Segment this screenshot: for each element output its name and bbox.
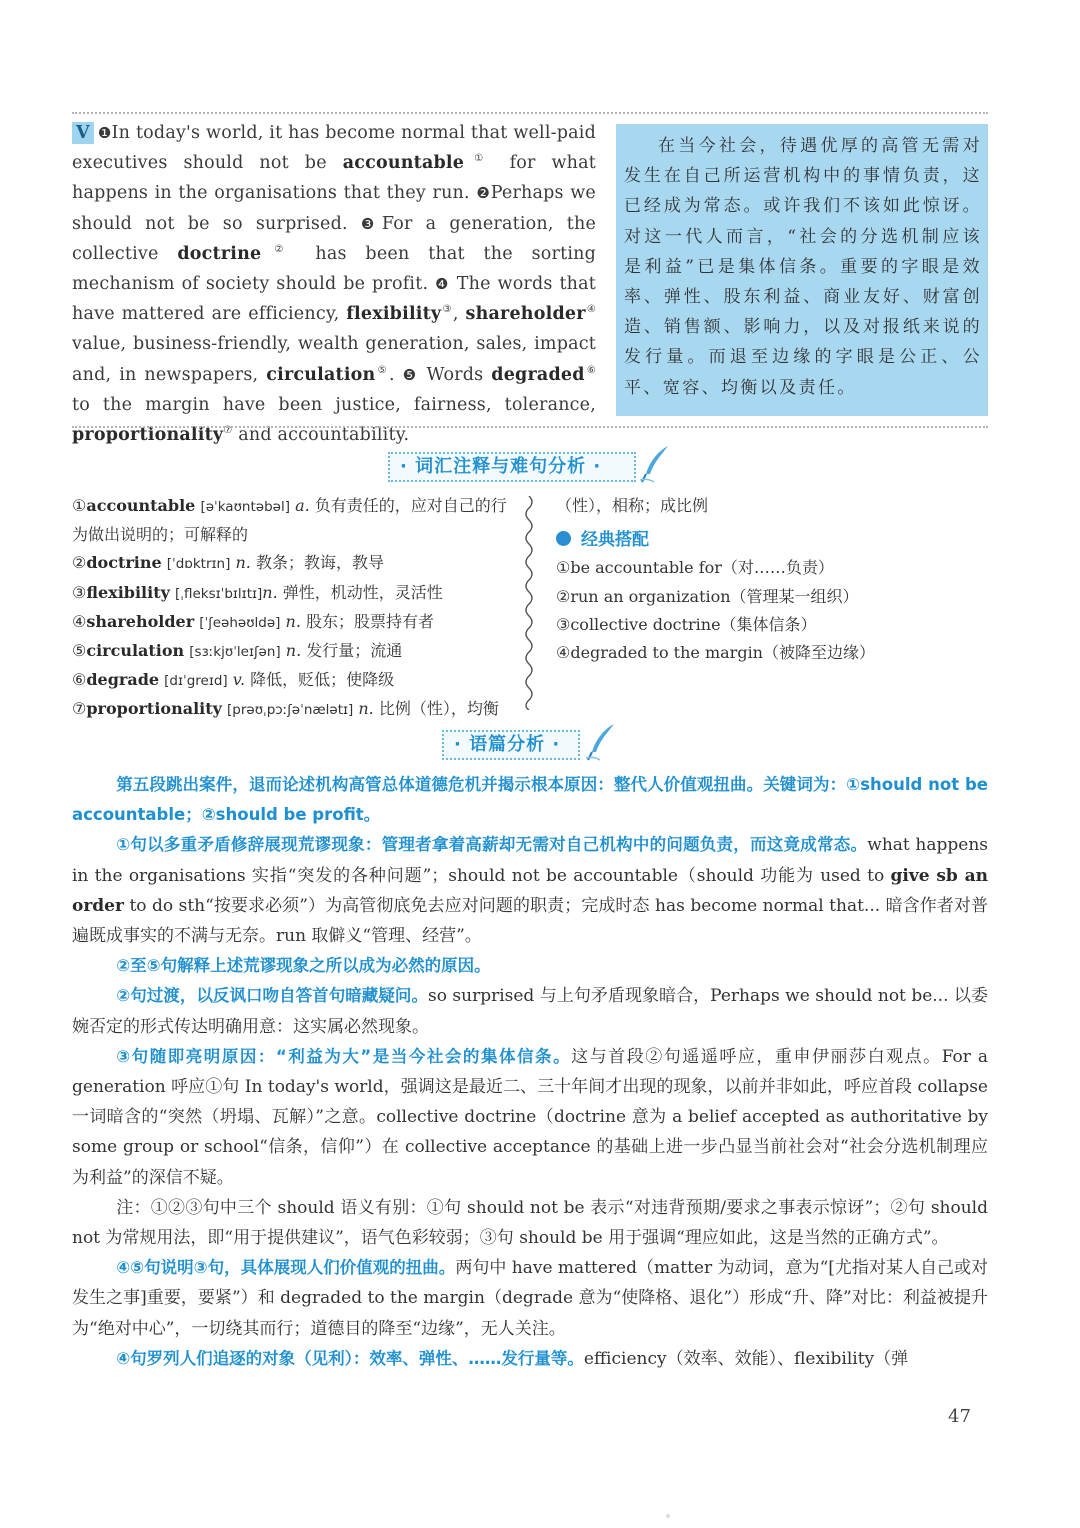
passage-text: has been that the sorting mechanism of society should be profit. — [72, 243, 596, 295]
footnote-mark: ③ — [441, 304, 453, 316]
passage-text: The words that have mattered are efficiency, — [72, 274, 597, 325]
vocab-number: ⑥ — [72, 670, 87, 690]
passage-text: Words — [418, 364, 492, 385]
definition: 弹性，机动性，灵活性 — [282, 582, 443, 602]
analysis-highlight: ④⑤句说明③句，具体展现人们价值观的扭曲。 — [116, 1258, 456, 1278]
vocab-number: ③ — [72, 582, 87, 602]
vocab-number: ① — [72, 496, 87, 515]
vocab-word: degrade — [86, 670, 160, 690]
analysis-paragraph — [72, 830, 988, 951]
vocab-item — [72, 608, 510, 637]
keyword: proportionality — [72, 425, 224, 446]
vocab-number: ② — [72, 553, 87, 573]
collocation-title — [556, 526, 988, 554]
passage-text: In today's world, it has become normal that well-paid executives should not be — [72, 123, 596, 174]
phonetic: [əˈkaʊntəbəl] — [200, 499, 290, 515]
vocab-word: circulation — [86, 641, 185, 661]
vocab-word: shareholder — [86, 611, 195, 631]
vocab-word: proportionality — [86, 699, 222, 719]
analysis-highlight: ③句随即亮明原因：“利益为大”是当今社会的集体信条。 — [116, 1046, 572, 1066]
analysis-paragraph — [72, 951, 988, 981]
part-of-speech: n. — [235, 553, 251, 573]
sentence-number: ❺ — [402, 365, 419, 384]
footnote-mark: ② — [261, 243, 297, 255]
discourse-heading: · 语篇分析 · — [442, 730, 580, 760]
footnote-mark: ⑦ — [223, 425, 233, 437]
footnote-mark: ⑤ — [375, 364, 389, 376]
sentence-number: ❸ — [360, 214, 382, 233]
analysis-text: efficiency（效率、效能）、flexibility（弹 — [583, 1348, 909, 1369]
keyword: shareholder — [465, 304, 586, 325]
analysis-text: 这与首段②句遥遥呼应，重申伊丽莎白观点。For a generation 呼应①句 In today's world，强调这是最近二、三十年间才出现的现象，以前并非如此，呼应首段 collapse 一词暗含的“突然（坍塌、瓦解）”之意。collective doctrine（doctrine 意为 a belief accepted as authoritative by some group or school“信条，信仰”）在 collective acceptance 的基础上进一步凸显当前社会对“社会分选机制理应为利益”的深信不疑。 — [72, 1046, 988, 1188]
passage-text: For a generation, the collective — [72, 213, 596, 264]
phonetic: [ˌfleksɪˈbɪlɪtɪ] — [174, 585, 263, 602]
vocab-number: ⑦ — [72, 699, 87, 719]
analysis-paragraph — [72, 770, 988, 830]
section-marker: V — [72, 122, 94, 144]
collocation-title-text: 经典搭配 — [581, 530, 649, 551]
footnote-mark: ④ — [585, 304, 596, 316]
phonetic: [ˈdɒktrɪn] — [166, 556, 231, 573]
analysis-highlight: 第五段跳出案件，退而论述机构高管总体道德危机并揭示根本原因：整代人价值观扭曲。关键词为：①should not be accountable；②should be profit。 — [72, 775, 988, 825]
phonetic: [dɪˈgreɪd] — [164, 673, 228, 690]
middle-dotted-rule — [72, 426, 988, 428]
analysis-text: 两句中 have mattered（matter 为动词，意为“[尤指对某人自己或对发生之事]重要，要紧”）和 degraded to the margin（degrade 意为“使降格、退化”）形成“升、降”对比：利益被提升为“绝对中心”，一切绕其而行；道德目的降至“边缘”，无人关注。 — [72, 1258, 989, 1339]
analysis-paragraph — [72, 1042, 988, 1193]
vocab-item — [72, 549, 510, 578]
english-passage — [72, 118, 596, 450]
part-of-speech: v. — [232, 670, 246, 690]
passage-text: to the margin have been justice, fairness, tolerance, — [72, 394, 596, 415]
passage-text: for what happens in the organisations that they run. — [72, 153, 597, 204]
scan-dot — [666, 1514, 670, 1518]
definition: 教条；教诲，教导 — [255, 553, 384, 573]
passage-text: value, business-friendly, wealth generation, sales, impact and, in newspapers, — [72, 334, 596, 385]
phonetic: [ˈʃeəhəʊldə] — [199, 614, 281, 631]
vocab-word: doctrine — [86, 553, 162, 573]
keyword: flexibility — [346, 304, 442, 325]
phonetic: [sɜːkjʊˈleɪʃən] — [189, 644, 281, 661]
collocation-item: ①be accountable for（对……负责） — [556, 558, 834, 578]
analysis-bold: give sb an order — [72, 865, 988, 916]
analysis-paragraph — [72, 981, 988, 1041]
analysis-text: to do sth“按要求必须”）为高管彻底免去应对问题的职责；完成时态 has become normal that... 暗含作者对普遍既成事实的不满与无奈。run 取僻义“管理、经营”。 — [72, 895, 988, 947]
keyword: circulation — [266, 364, 376, 385]
quill-pen-icon — [584, 722, 618, 762]
analysis-paragraph — [72, 1344, 988, 1374]
analysis-highlight: ④句罗列人们追逐的对象（见利）：效率、弹性、……发行量等。 — [116, 1348, 584, 1368]
passage-text: and accountability. — [232, 425, 410, 446]
wavy-divider — [522, 496, 536, 710]
part-of-speech: n. — [358, 699, 374, 719]
analysis-paragraph — [72, 1253, 988, 1344]
keyword: degraded — [491, 364, 585, 385]
definition: 降低，贬低；使降级 — [250, 670, 395, 690]
collocation-item: ④degraded to the margin（被降至边缘） — [556, 643, 875, 663]
vocab-item — [72, 666, 510, 695]
passage-text: Perhaps we should not be so surprised. — [72, 183, 596, 234]
keyword: doctrine — [177, 243, 262, 264]
analysis-highlight: ②句过渡，以反讽口吻自答首句暗藏疑问。 — [116, 986, 428, 1006]
analysis-highlight: ②至⑤句解释上述荒谬现象之所以成为必然的原因。 — [116, 956, 491, 976]
definition: 比例（性），均衡 — [378, 699, 499, 719]
analysis-highlight: ①句以多重矛盾修辞展现荒谬现象：管理者拿着高薪却无需对自己机构中的问题负责，而这竟成常态。 — [116, 835, 868, 855]
footnote-mark: ⑥ — [584, 364, 596, 376]
sentence-number: ❶ — [97, 124, 112, 142]
collocation-item: ②run an organization（管理某一组织） — [556, 586, 859, 606]
sentence-number: ❹ — [435, 275, 450, 294]
passage-text: . — [388, 364, 403, 385]
vocab-item — [72, 579, 510, 608]
keyword: accountable — [342, 153, 465, 174]
definition: 发行量；流通 — [306, 641, 403, 661]
part-of-speech: n. — [285, 641, 302, 661]
bullet-dot-icon — [556, 531, 571, 546]
vocab-number: ④ — [72, 611, 87, 631]
vocab-item — [72, 695, 510, 724]
vocab-number: ⑤ — [72, 641, 87, 661]
part-of-speech: a. — [295, 496, 310, 515]
quill-pen-icon — [638, 444, 672, 484]
phonetic: [prəʊˌpɔːʃəˈnælətɪ] — [227, 702, 354, 719]
analysis-text: so surprised 与上句矛盾现象暗合，Perhaps we should not be... 以委婉否定的形式传达明确用意：这实属必然现象。 — [72, 986, 988, 1037]
vocab-heading: · 词汇注释与难句分析 · — [388, 452, 636, 482]
vocab-continuation: （性），相称；成比例 — [556, 496, 709, 515]
part-of-speech: n. — [262, 582, 278, 602]
vocab-list — [72, 492, 510, 725]
analysis-text: what happens in the organisations 实指“突发的各种问题”；should not be accountable（should 功能为 used to — [72, 835, 988, 886]
top-dotted-rule — [72, 112, 988, 114]
part-of-speech: n. — [285, 611, 301, 631]
definition: 股东；股票持有者 — [306, 611, 435, 631]
discourse-analysis — [72, 770, 988, 1374]
sentence-number: ❷ — [476, 184, 491, 203]
analysis-note: 注：①②③句中三个 should 语义有别：①句 should not be 表示“对违背预期/要求之事表示惊讶”；②句 should not 为常规用法，即“用于提供建议”，语气色彩较弱；③句 should be 用于强调“理应如此，这是当然的正确方式”。 — [72, 1197, 988, 1249]
passage-text: , — [452, 304, 466, 325]
vocab-word: accountable — [86, 496, 196, 515]
translation-box: 在当今社会，待遇优厚的高管无需对发生在自己所运营机构中的事情负责，这已经成为常态。或许我们不该如此惊讶。对这一代人而言，“社会的分选机制应该是利益”已是集体信条。重要的字眼是效率、弹性、股东利益、商业友好、财富创造、销售额、影响力，以及对报纸来说的发行量。而退至边缘的字眼是公正、公平、宽容、均衡以及责任。 — [616, 124, 988, 416]
collocation-item: ③collective doctrine（集体信条） — [556, 614, 817, 634]
vocab-word: flexibility — [86, 582, 170, 602]
vocab-item — [72, 492, 510, 549]
page-number: 47 — [948, 1406, 971, 1427]
vocab-right-column — [556, 492, 988, 667]
vocab-item — [72, 637, 510, 666]
definition: 负有责任的，应对自己的行为做出说明的；可解释的 — [72, 496, 507, 545]
footnote-mark: ① — [464, 153, 494, 165]
